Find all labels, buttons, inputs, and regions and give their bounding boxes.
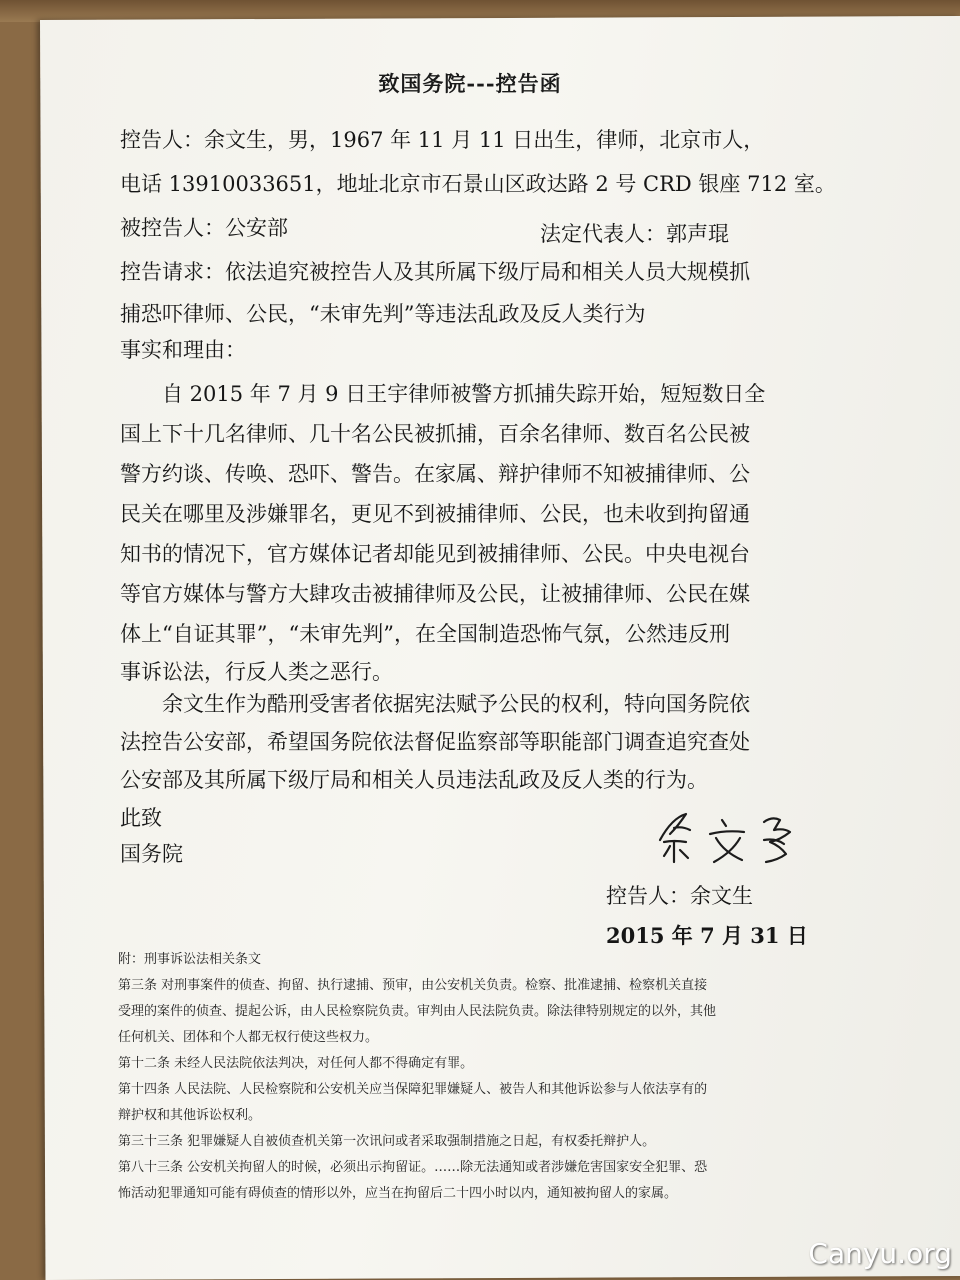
- document-title: 致国务院---控告函: [378, 71, 562, 96]
- handwritten-signature: [652, 800, 812, 870]
- watermark: Canyu.org: [808, 1237, 952, 1270]
- attachment-line: 辩护权和其他诉讼权利。: [118, 1108, 262, 1123]
- paragraph1-line: 体上“自证其罪”，“未审先判”，在全国制造恐怖气氛，公然违反刑: [120, 622, 730, 646]
- paragraph1-line: 民关在哪里及涉嫌罪名，更见不到被捕律师、公民，也未收到拘留通: [120, 502, 750, 526]
- paragraph1-line: 国上下十几名律师、几十名公民被抓捕，百余名律师、数百名公民被: [120, 422, 750, 446]
- attachment-line: 受理的案件的侦查、提起公诉，由人民检察院负责。审判由人民法院负责。除法律特别规定的以外，其他: [118, 1004, 717, 1019]
- request-line-2: 捕恐吓律师、公民，“未审先判”等违法乱政及反人类行为: [120, 302, 646, 326]
- letter-date: 2015 年 7 月 31 日: [606, 923, 808, 948]
- paragraph2-line: 公安部及其所属下级厅局和相关人员违法乱政及反人类的行为。: [120, 768, 708, 792]
- paragraph1-line: 警方约谈、传唤、恐吓、警告。在家属、辩护律师不知被捕律师、公: [120, 462, 750, 486]
- defendant-label: 被控告人：公安部: [120, 216, 288, 240]
- paragraph1-line: 知书的情况下，官方媒体记者却能见到被捕律师、公民。中央电视台: [120, 542, 750, 566]
- signature-label: 控告人：余文生: [606, 884, 753, 908]
- attachment-line: 第十四条 人民法院、人民检察院和公安机关应当保障犯罪嫌疑人、被告人和其他诉讼参与人依法享有的: [118, 1082, 708, 1097]
- paragraph1-line: 自 2015 年 7 月 9 日王宇律师被警方抓捕失踪开始，短短数日全: [162, 382, 766, 406]
- complainant-line-1: 控告人：余文生，男，1967 年 11 月 11 日出生，律师，北京市人，: [120, 128, 765, 152]
- attachment-line: 第八十三条 公安机关拘留人的时候，必须出示拘留证。……除无法通知或者涉嫌危害国家安全犯罪、恐: [118, 1160, 708, 1175]
- attachment-line: 怖活动犯罪通知可能有碍侦查的情形以外，应当在拘留后二十四小时以内，通知被拘留人的家属。: [118, 1186, 678, 1201]
- attachment-line: 第十二条 未经人民法院依法判决，对任何人都不得确定有罪。: [118, 1056, 474, 1071]
- paragraph1-line: 事诉讼法，行反人类之恶行。: [120, 660, 393, 684]
- attachment-line: 第三条 对刑事案件的侦查、拘留、执行逮捕、预审，由公安机关负责。检察、批准逮捕、检察机关直接: [118, 978, 708, 993]
- complainant-line-2: 电话 13910033651，地址北京市石景山区政达路 2 号 CRD 银座 712 室。: [120, 172, 836, 196]
- closing-recipient: 国务院: [120, 842, 183, 866]
- paragraph2-line: 余文生作为酷刑受害者依据宪法赋予公民的权利，特向国务院依: [162, 692, 750, 716]
- request-line-1: 控告请求：依法追究被控告人及其所属下级厅局和相关人员大规模抓: [120, 260, 750, 284]
- facts-heading: 事实和理由：: [120, 338, 246, 362]
- attachment-line: 任何机关、团体和个人都无权行使这些权力。: [118, 1030, 379, 1045]
- legal-representative: 法定代表人：郭声琨: [540, 222, 729, 246]
- paragraph1-line: 等官方媒体与警方大肆攻击被捕律师及公民，让被捕律师、公民在媒: [120, 582, 750, 606]
- attachment-heading: 附：刑事诉讼法相关条文: [118, 952, 262, 967]
- paragraph2-line: 法控告公安部，希望国务院依法督促监察部等职能部门调查追究查处: [120, 730, 750, 754]
- closing-salutation: 此致: [120, 806, 162, 830]
- attachment-line: 第三十三条 犯罪嫌疑人自被侦查机关第一次讯问或者采取强制措施之日起，有权委托辩护人。: [118, 1134, 656, 1149]
